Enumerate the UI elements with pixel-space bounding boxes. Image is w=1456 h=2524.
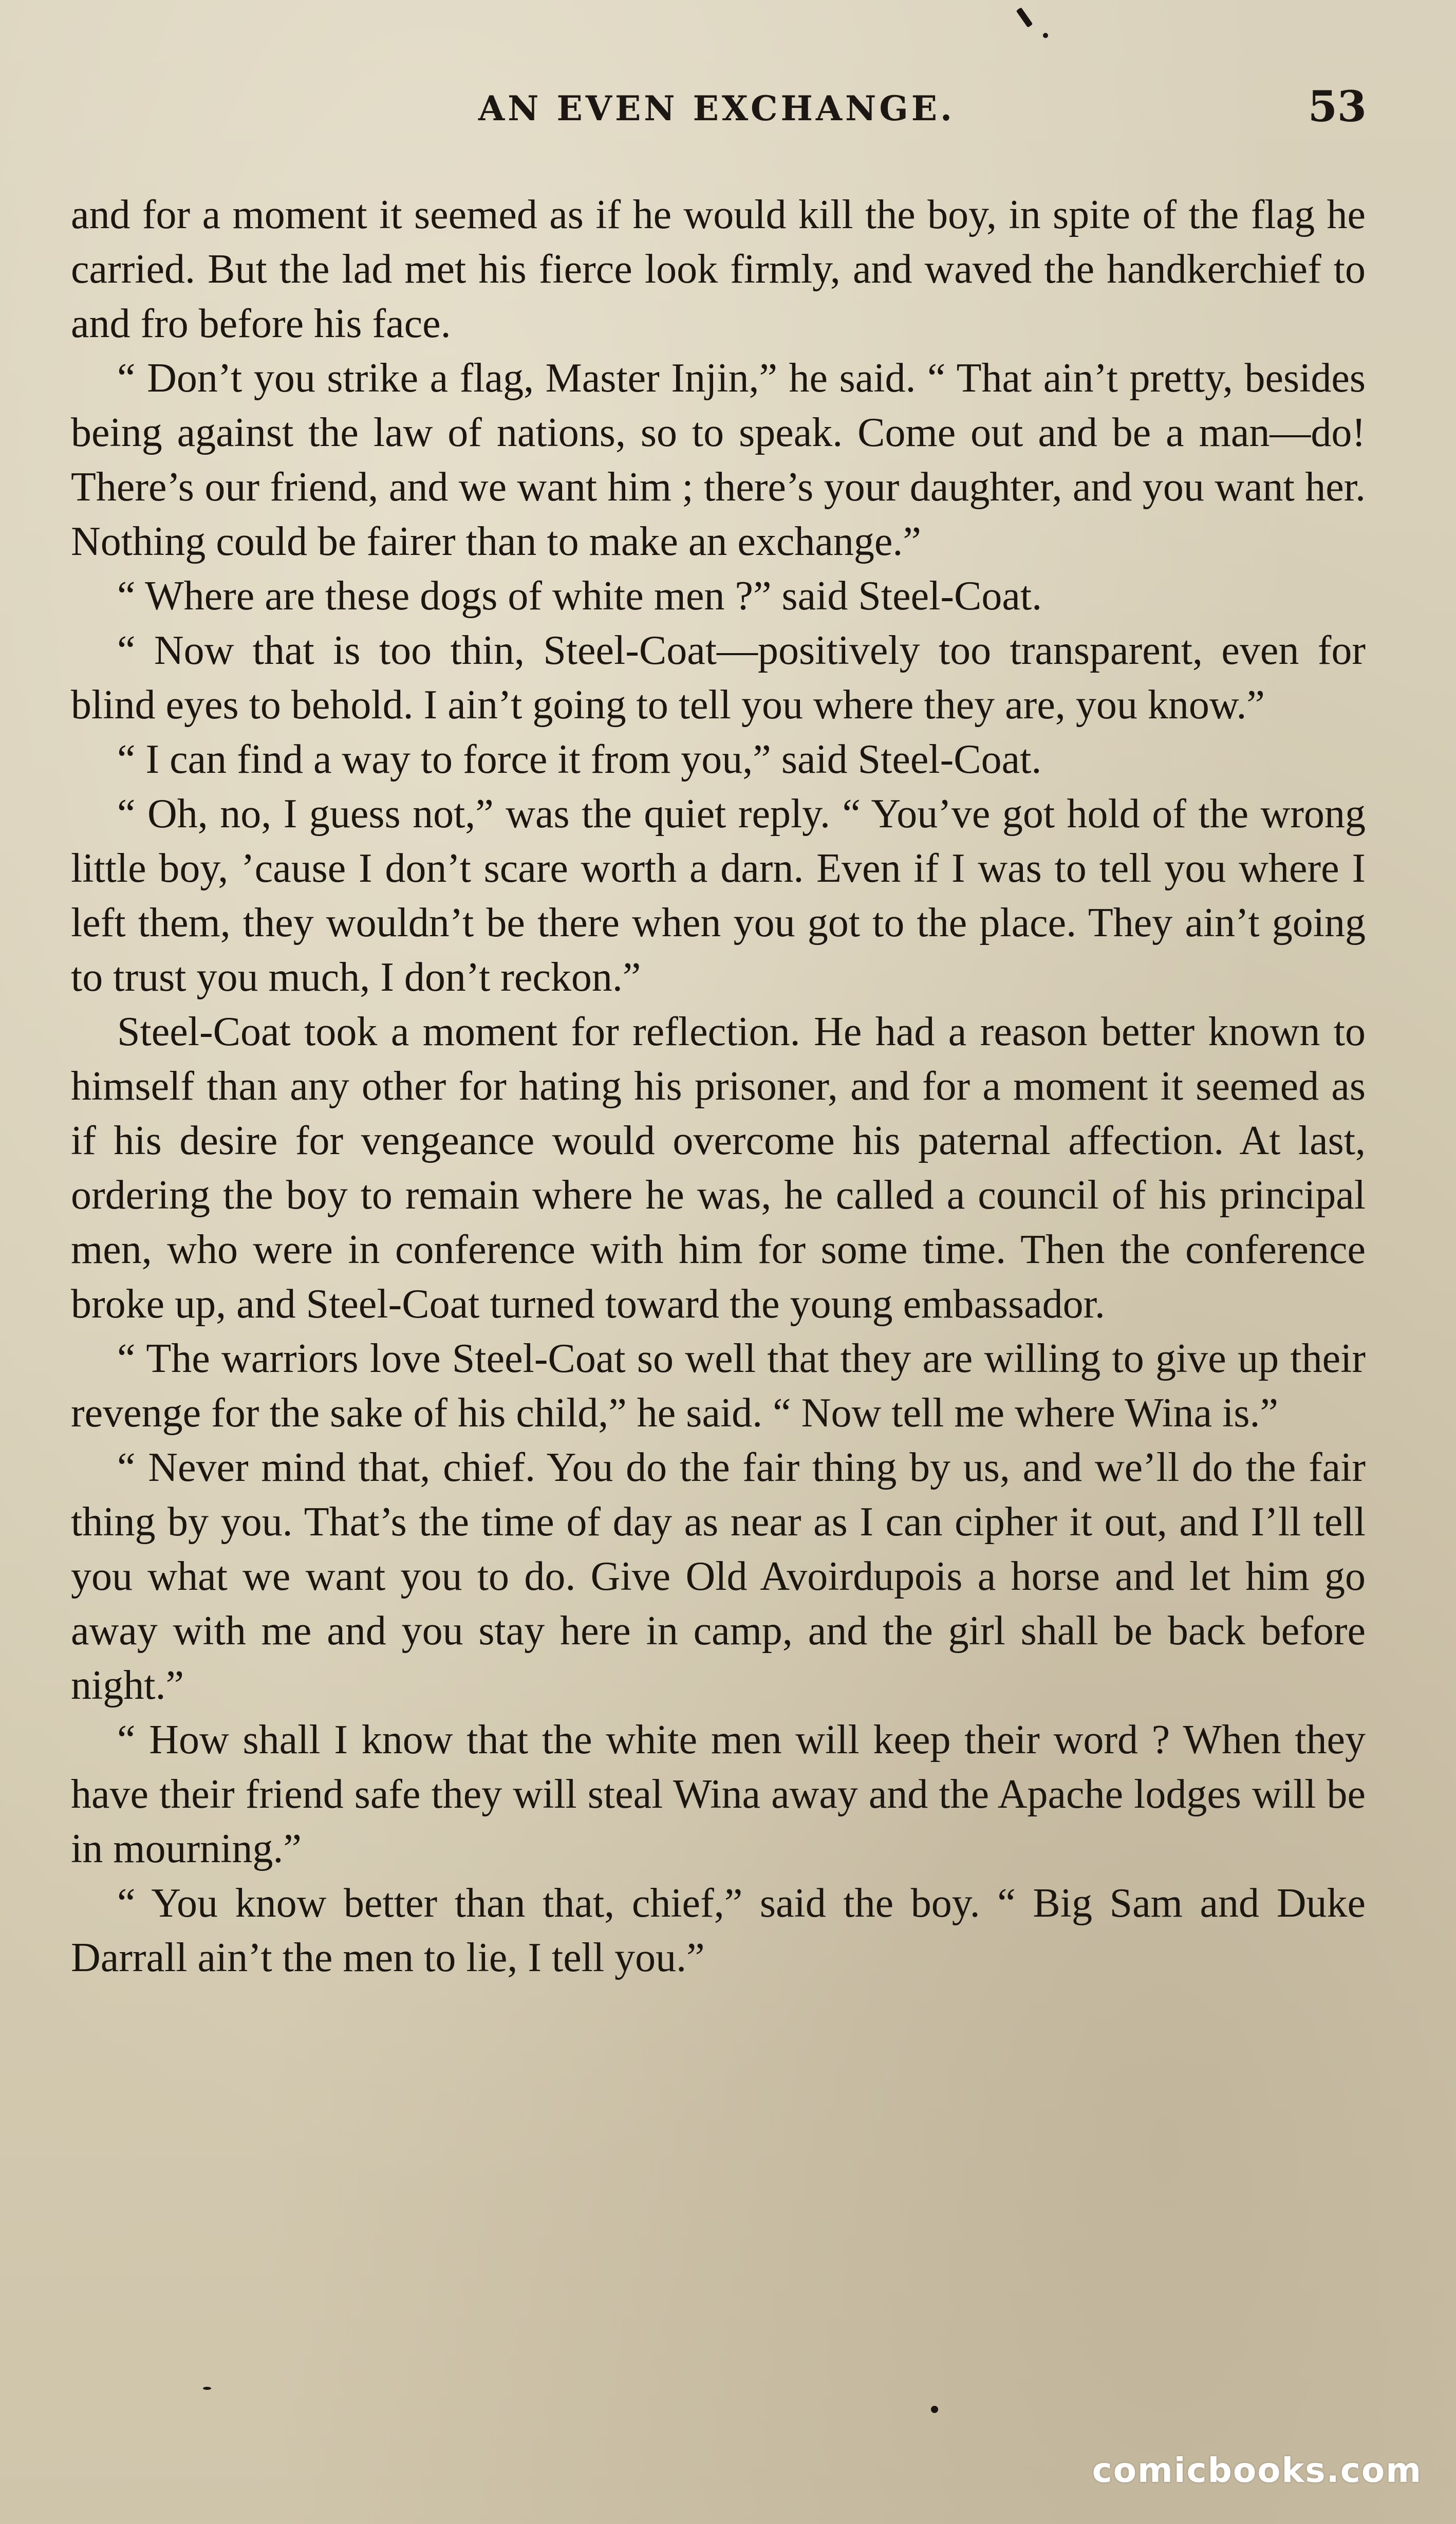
- page-header: [67, 82, 1367, 139]
- ink-speck: [931, 2406, 938, 2413]
- paragraph: “ The warriors love Steel-Coat so well that they are willing to give up their revenge for the sake of his child,” he said. “ Now tell me where Wina is.”: [71, 1336, 1366, 1436]
- paragraph: and for a moment it seemed as if he would kill the boy, in spite of the flag he carried. But the lad met his fierce look firmly, and waved the handkerchief to and fro before his face.: [71, 192, 1366, 346]
- paragraph: Steel-Coat took a moment for reflection. He had a reason better known to himself than any other for hating his prisoner, and for a moment it seemed as if his desire for vengeance would overcome his paternal affection. At last, ordering the boy to remain where he was, he called a council of his principal men, who were in conference with him for some time. Then the conference broke up, and Steel-Coat turned toward the young embassador.: [71, 1009, 1366, 1327]
- running-title: AN EVEN EXCHANGE.: [478, 88, 956, 128]
- body-text: [71, 188, 1366, 1985]
- ink-speck: [1016, 7, 1033, 28]
- paragraph: “ You know better than that, chief,” said the boy. “ Big Sam and Duke Darrall ain’t the men to lie, I tell you.”: [71, 1881, 1366, 1980]
- paragraph: “ Never mind that, chief. You do the fair thing by us, and we’ll do the fair thing by you. That’s the time of day as near as I can cipher it out, and I’ll tell you what we want you to do. Give Old Avoirdupois a horse and let him go away with me and you stay here in camp, and the girl shall be back before night.”: [71, 1445, 1366, 1708]
- paragraph: “ Don’t you strike a flag, Master Injin,” he said. “ That ain’t pretty, besides being against the law of nations, so to speak. Come out and be a man—do! There’s our friend, and we want him ; there’s your daughter, and you want her. Nothing could be fairer than to make an exchange.”: [71, 356, 1366, 564]
- paragraph: “ How shall I know that the white men will keep their word ? When they have their friend safe they will steal Wina away and the Apache lodges will be in mourning.”: [71, 1717, 1366, 1871]
- paragraph: “ Oh, no, I guess not,” was the quiet reply. “ You’ve got hold of the wrong little boy, ’cause I don’t scare worth a darn. Even if I was to tell you where I left them, they wouldn’t be there when you got to the place. They ain’t going to trust you much, I don’t reckon.”: [71, 791, 1366, 1000]
- ink-speck: [203, 2387, 211, 2390]
- page-number: 53: [1308, 82, 1367, 132]
- paragraph: “ I can find a way to force it from you,” said Steel-Coat.: [117, 737, 1042, 782]
- watermark: comicbooks.com: [1092, 2451, 1422, 2490]
- paragraph: “ Where are these dogs of white men ?” said Steel-Coat.: [117, 573, 1042, 619]
- ink-speck: [1043, 33, 1048, 38]
- paragraph: “ Now that is too thin, Steel-Coat—positively too transparent, even for blind eyes to behold. I ain’t going to tell you where they are, you know.”: [71, 628, 1366, 728]
